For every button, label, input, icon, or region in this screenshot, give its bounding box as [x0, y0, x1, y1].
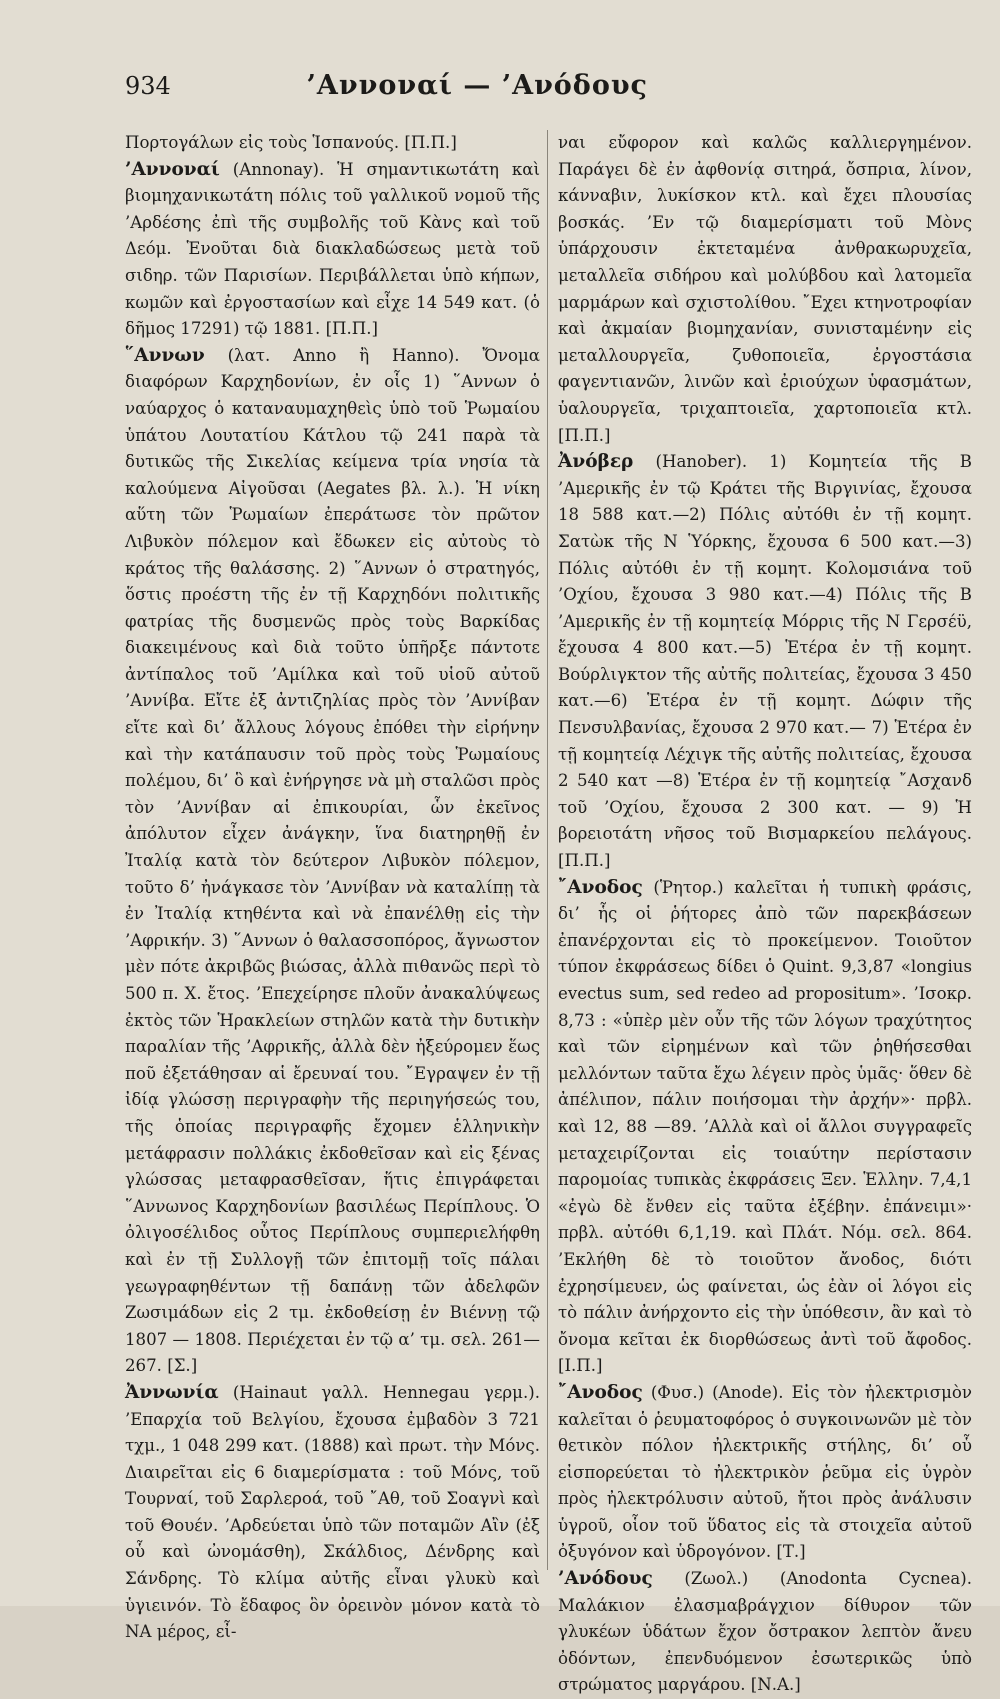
entry-headword: Ἀνόβερ	[558, 451, 634, 473]
entry-text: (Ῥητορ.) καλεῖται ἡ τυπικὴ φράσις, δι’ ἧς οἱ ῥήτορες ἀπὸ τῶν παρεκβάσεων ἐπανέρχονται εἰς τὸ προκείμενον. Τοιοῦτον τύπον ἐκφράσεως δίδει ὁ Quint. 9,3,87 «longius evectus sum, sed redeo ad propositum». ’Ισοκρ. 8,73 : «ὑπὲρ μὲν οὖν τῆς τῶν λόγων τραχύτητος καὶ τῶν εἰρημένων καὶ τῶν ῥηθήσεσθαι μελλόντων ταῦτα ἔχω λέγειν πρὸς ὑμᾶς· ὅθεν δὲ ἀπέλιπον, πάλιν ποιήσομαι τὴν ἀρχήν»· πρβλ. καὶ 12, 88 —89. ’Αλλὰ καὶ οἱ ἄλλοι συγγραφεῖς μεταχειρίζονται εἰς τοιαύτην περίστασιν παρομοίας τυπικὰς ἐκφράσεις Ξεν. Ἑλλην. 7,4,1 «ἐγὼ δὲ ἔνθεν εἰς ταῦτα ἐξέβην. ἐπάνειμι»· πρβλ. αὐτόθι 6,1,19. καὶ Πλάτ. Νόμ. σελ. 864. ’Εκλήθη δὲ τὸ τοιοῦτον ἄνοδος, διότι ἐχρησίμευεν, ὡς φαίνεται, ὡς ἐὰν οἱ λόγοι εἰς τὸ πάλιν ἀνήρχοντο εἰς τὴν ὑπόθεσιν, ἂν καὶ τὸ ὄνομα κεῖται ἐκ διορθώσεως ἀντὶ τοῦ ἄφοδος. [Ι.Π.]	[558, 877, 972, 1376]
entry-headword: ῎Ανοδος	[558, 1381, 643, 1403]
entry-text: (Hanober). 1) Κομητεία τῆς Β ’Αμερικῆς ἐν τῷ Κράτει τῆς Βιργινίας, ἔχουσα 18 588 κατ.—2) Πόλις αὐτόθι ἐν τῇ κομητ. Σατὼκ τῆς Ν Ὑόρκης, ἔχουσα 6 500 κατ.—3) Πόλις αὐτόθι ἐν τῇ κομητ. Κολομσιάνα τοῦ ’Οχίου, ἔχουσα 3 980 κατ.—4) Πόλις τῆς Β ’Αμερικῆς ἐν τῇ κομητείᾳ Μόρρις τῆς Ν Γερσέϋ, ἔχουσα 4 800 κατ.—5) Ἑτέρα ἐν τῇ κομητ. Βούρλιγκτον τῆς αὐτῆς πολιτείας, ἔχουσα 3 450 κατ.—6) Ἑτέρα ἐν τῇ κομητ. Δώφιν τῆς Πενσυλβανίας, ἔχουσα 2 970 κατ.— 7) Ἑτέρα ἐν τῇ κομητείᾳ Λέχιγκ τῆς αὐτῆς πολιτείας, ἔχουσα 2 540 κατ —8) Ἑτέρα ἐν τῇ κομητείᾳ ῎Ασχανδ τοῦ ’Οχίου, ἔχουσα 2 300 κατ. — 9) Ἡ βορειοτάτη νῆσος τοῦ Βισμαρκείου πελάγους. [Π.Π.]	[558, 452, 972, 871]
entry-text: (Φυσ.) (Anode). Εἰς τὸν ἠλεκτρισμὸν καλεῖται ὁ ῥευματοφόρος ὁ συγκοινωνῶν μὲ τὸν θετικὸν πόλον ἠλεκτρικῆς στήλης, δι’ οὗ εἰσπορεύεται τὸ ἠλεκτρικὸν ῥεῦμα εἰς ὑγρὸν πρὸς ἠλεκτρόλυσιν αὐτοῦ, ἤτοι πρὸς ἀνάλυσιν ὑγροῦ, οἷον τοῦ ὕδατος εἰς τὰ στοιχεῖα αὐτοῦ ὀξυγόνον καὶ ὑδρογόνον. [Τ.]	[558, 1382, 972, 1562]
column-divider	[547, 130, 548, 1570]
entry-text: (Hainaut γαλλ. Hennegau γερμ.). ’Επαρχία τοῦ Βελγίου, ἔχουσα ἐμβαδὸν 3 721 τχμ., 1 048 299 κατ. (1888) καὶ πρωτ. τὴν Μόνς. Διαιρεῖται εἰς 6 διαμερίσματα : τοῦ Μόνς, τοῦ Τουρναί, τοῦ Σαρλεροά, τοῦ ῎Αθ, τοῦ Σοαγνὶ καὶ τοῦ Θουέν. ’Αρδεύεται ὑπὸ τῶν ποταμῶν Αἲν (ἐξ οὗ καὶ ὠνομάσθη), Σκάλδιος, Δένδρης καὶ Σάνδρης. Τὸ κλίμα αὐτῆς εἶναι γλυκὺ καὶ ὑγιεινόν. Τὸ ἔδαφος ὃν ὀρεινὸν μόνον κατὰ τὸ ΝΑ μέρος, εἶ-	[125, 1382, 540, 1642]
right-column	[558, 130, 972, 1699]
entry-headword: ῞Αννων	[125, 344, 205, 366]
entry-headword: ’Αννοναί	[125, 158, 220, 180]
page-number: 934	[125, 72, 171, 100]
entry-anodos-rhetoric	[558, 875, 972, 1380]
entry-text: (λατ. Anno ἢ Hanno). Ὄνομα διαφόρων Καρχηδονίων, ἐν οἷς 1) ῞Αννων ὁ ναύαρχος ὁ καταναυμαχηθεὶς ὑπὸ τοῦ Ῥωμαίου ὑπάτου Λουτατίου Κάτλου τῷ 241 παρὰ τὰ δυτικῶς τῆς Σικελίας κείμενα τρία νησία τὰ καλούμενα Αἰγοῦσαι (Aegates βλ. λ.). Ἡ νίκη αὕτη τῶν Ῥωμαίων ἐπεράτωσε τὸν πρῶτον Λιβυκὸν πόλεμον καὶ ἔδωκεν εἰς αὐτοὺς τὸ κράτος τῆς θαλάσσης. 2) ῞Αννων ὁ στρατηγός, ὅστις προέστη τῆς ἐν τῇ Καρχηδόνι πολιτικῆς φατρίας τῆς δυσμενῶς πρὸς τοὺς Βαρκίδας διακειμένους καὶ διὰ τοῦτο ὑπῆρξε πάντοτε ἀντίπαλος τοῦ ’Αμίλκα καὶ τοῦ υἱοῦ αὐτοῦ ’Αννίβα. Εἴτε ἐξ ἀντιζηλίας πρὸς τὸν ’Αννίβαν εἴτε καὶ δι’ ἄλλους λόγους ἐπόθει τὴν εἰρήνην καὶ τὴν κατάπαυσιν τοῦ πρὸς τοὺς Ῥωμαίους πολέμου, δι’ ὃ καὶ ἐνήργησε νὰ μὴ σταλῶσι πρὸς τὸν ’Αννίβαν αἱ ἐπικουρίαι, ὧν ἐκεῖνος ἀπόλυτον εἶχεν ἀνάγκην, ἵνα διατηρηθῇ ἐν Ἰταλίᾳ κατὰ τὸν δεύτερον Λιβυκὸν πόλεμον, τοῦτο δ’ ἠνάγκασε τὸν ’Αννίβαν νὰ καταλίπῃ τὰ ἐν Ἰταλίᾳ κτηθέντα καὶ νὰ ἐπανέλθῃ εἰς τὴν ’Αφρικήν. 3) ῞Αννων ὁ θαλασσοπόρος, ἄγνωστον μὲν πότε ἀκριβῶς βιώσας, ἀλλὰ πιθανῶς περὶ τὸ 500 π. Χ. ἔτος. ’Επεχείρησε πλοῦν ἀνακαλύψεως ἐκτὸς τῶν Ἡρακλείων στηλῶν κατὰ τὴν δυτικὴν παραλίαν τῆς ’Αφρικῆς, ἀλλὰ δὲν ἠξεύρομεν ἕως ποῦ ἐξετάθησαν αἱ ἔρευναί του. ῎Εγραψεν ἐν τῇ ἰδίᾳ γλώσσῃ περιγραφὴν τῆς περιηγήσεώς του, τῆς ὁποίας περιγραφῆς ἔχομεν ἑλληνικὴν μετάφρασιν πολλάκις ἐκδοθεῖσαν καὶ εἰς ξένας γλώσσας μεταφρασθεῖσαν, ἥτις ἐπιγράφεται ῞Αννωνος Καρχηδονίων βασιλέως Περίπλους. Ὁ ὀλιγοσέλιδος οὗτος Περίπλους συμπεριελήφθη καὶ ἐν τῇ Συλλογῇ τῶν ἐπιτομῇ τοῖς πάλαι γεωγραφηθέντων τῇ δαπάνῃ τῶν ἀδελφῶν Ζωσιμάδων εἰς 2 τμ. ἐκδοθείσῃ ἐν Βιέννῃ τῷ 1807 — 1808. Περιέχεται ἐν τῷ α’ τμ. σελ. 261—267. [Σ.]	[125, 345, 540, 1376]
entry-anodos-physics	[558, 1380, 972, 1566]
page-header	[125, 70, 968, 110]
entry-anover	[558, 449, 972, 875]
entry-anodous	[558, 1566, 972, 1699]
entry-text: ναι εὔφορον καὶ καλῶς καλλιεργημένον. Παράγει δὲ ἐν ἀφθονίᾳ σιτηρά, ὄσπρια, λίνον, κάνναβιν, λυκίσκον κτλ. καὶ ἔχει πλουσίας βοσκάς. ’Εν τῷ διαμερίσματι τοῦ Μὸνς ὑπάρχουσιν ἐκτεταμένα ἀνθρακωρυχεῖα, μεταλλεῖα σιδήρου καὶ μολύβδου καὶ λατομεῖα μαρμάρων καὶ σχιστολίθου. ῎Εχει κτηνοτροφίαν καὶ ἀκμαίαν βιομηχανίαν, συνισταμένην εἰς μεταλλουργεῖα, ζυθοποιεῖα, ἐργοστάσια φαγεντιανῶν, λινῶν καὶ ἐριούχων ὑφασμάτων, ὑαλουργεῖα, τριχαπτοιεῖα, χαρτοποιεῖα κτλ. [Π.Π.]	[558, 133, 972, 445]
entry-annonai	[125, 157, 540, 343]
entry-text: Πορτογάλων εἰς τοὺς Ἱσπανούς. [Π.Π.]	[125, 133, 457, 152]
entry-headword: Ἀννωνία	[125, 1381, 219, 1403]
entry-text: (Ζωολ.) (Anodonta Cycnea). Μαλάκιον ἐλασμαβράγχιον δίθυρον τῶν γλυκέων ὑδάτων ἔχον ὄστρακον λεπτὸν ἄνευ ὀδόντων, ἐπενδυόμενον ἐσωτερικῶς ὑπὸ στρώματος μαργάρου. [Ν.Α.]	[558, 1569, 972, 1695]
entry-headword: ῎Ανοδος	[558, 876, 643, 898]
entry-headword: ’Ανόδους	[558, 1568, 653, 1590]
entry-continuation	[125, 130, 540, 157]
running-title: ’Αννοναί — ’Ανόδους	[306, 70, 648, 101]
entry-annon	[125, 343, 540, 1380]
entry-continuation	[558, 130, 972, 449]
left-column	[125, 130, 540, 1646]
entry-text: (Annonay). Ἡ σημαντικωτάτη καὶ βιομηχανικωτάτη πόλις τοῦ γαλλικοῦ νομοῦ τῆς ’Αρδέσης ἐπὶ τῆς συμβολῆς τοῦ Κὰνς καὶ τοῦ Δεόμ. Ἑνοῦται διὰ διακλαδώσεως μετὰ τοῦ σιδηρ. τῶν Παρισίων. Περιβάλλεται ὑπὸ κήπων, κωμῶν καὶ ἐργοστασίων καὶ εἶχε 14 549 κατ. (ὁ δῆμος 17291) τῷ 1881. [Π.Π.]	[125, 159, 540, 339]
